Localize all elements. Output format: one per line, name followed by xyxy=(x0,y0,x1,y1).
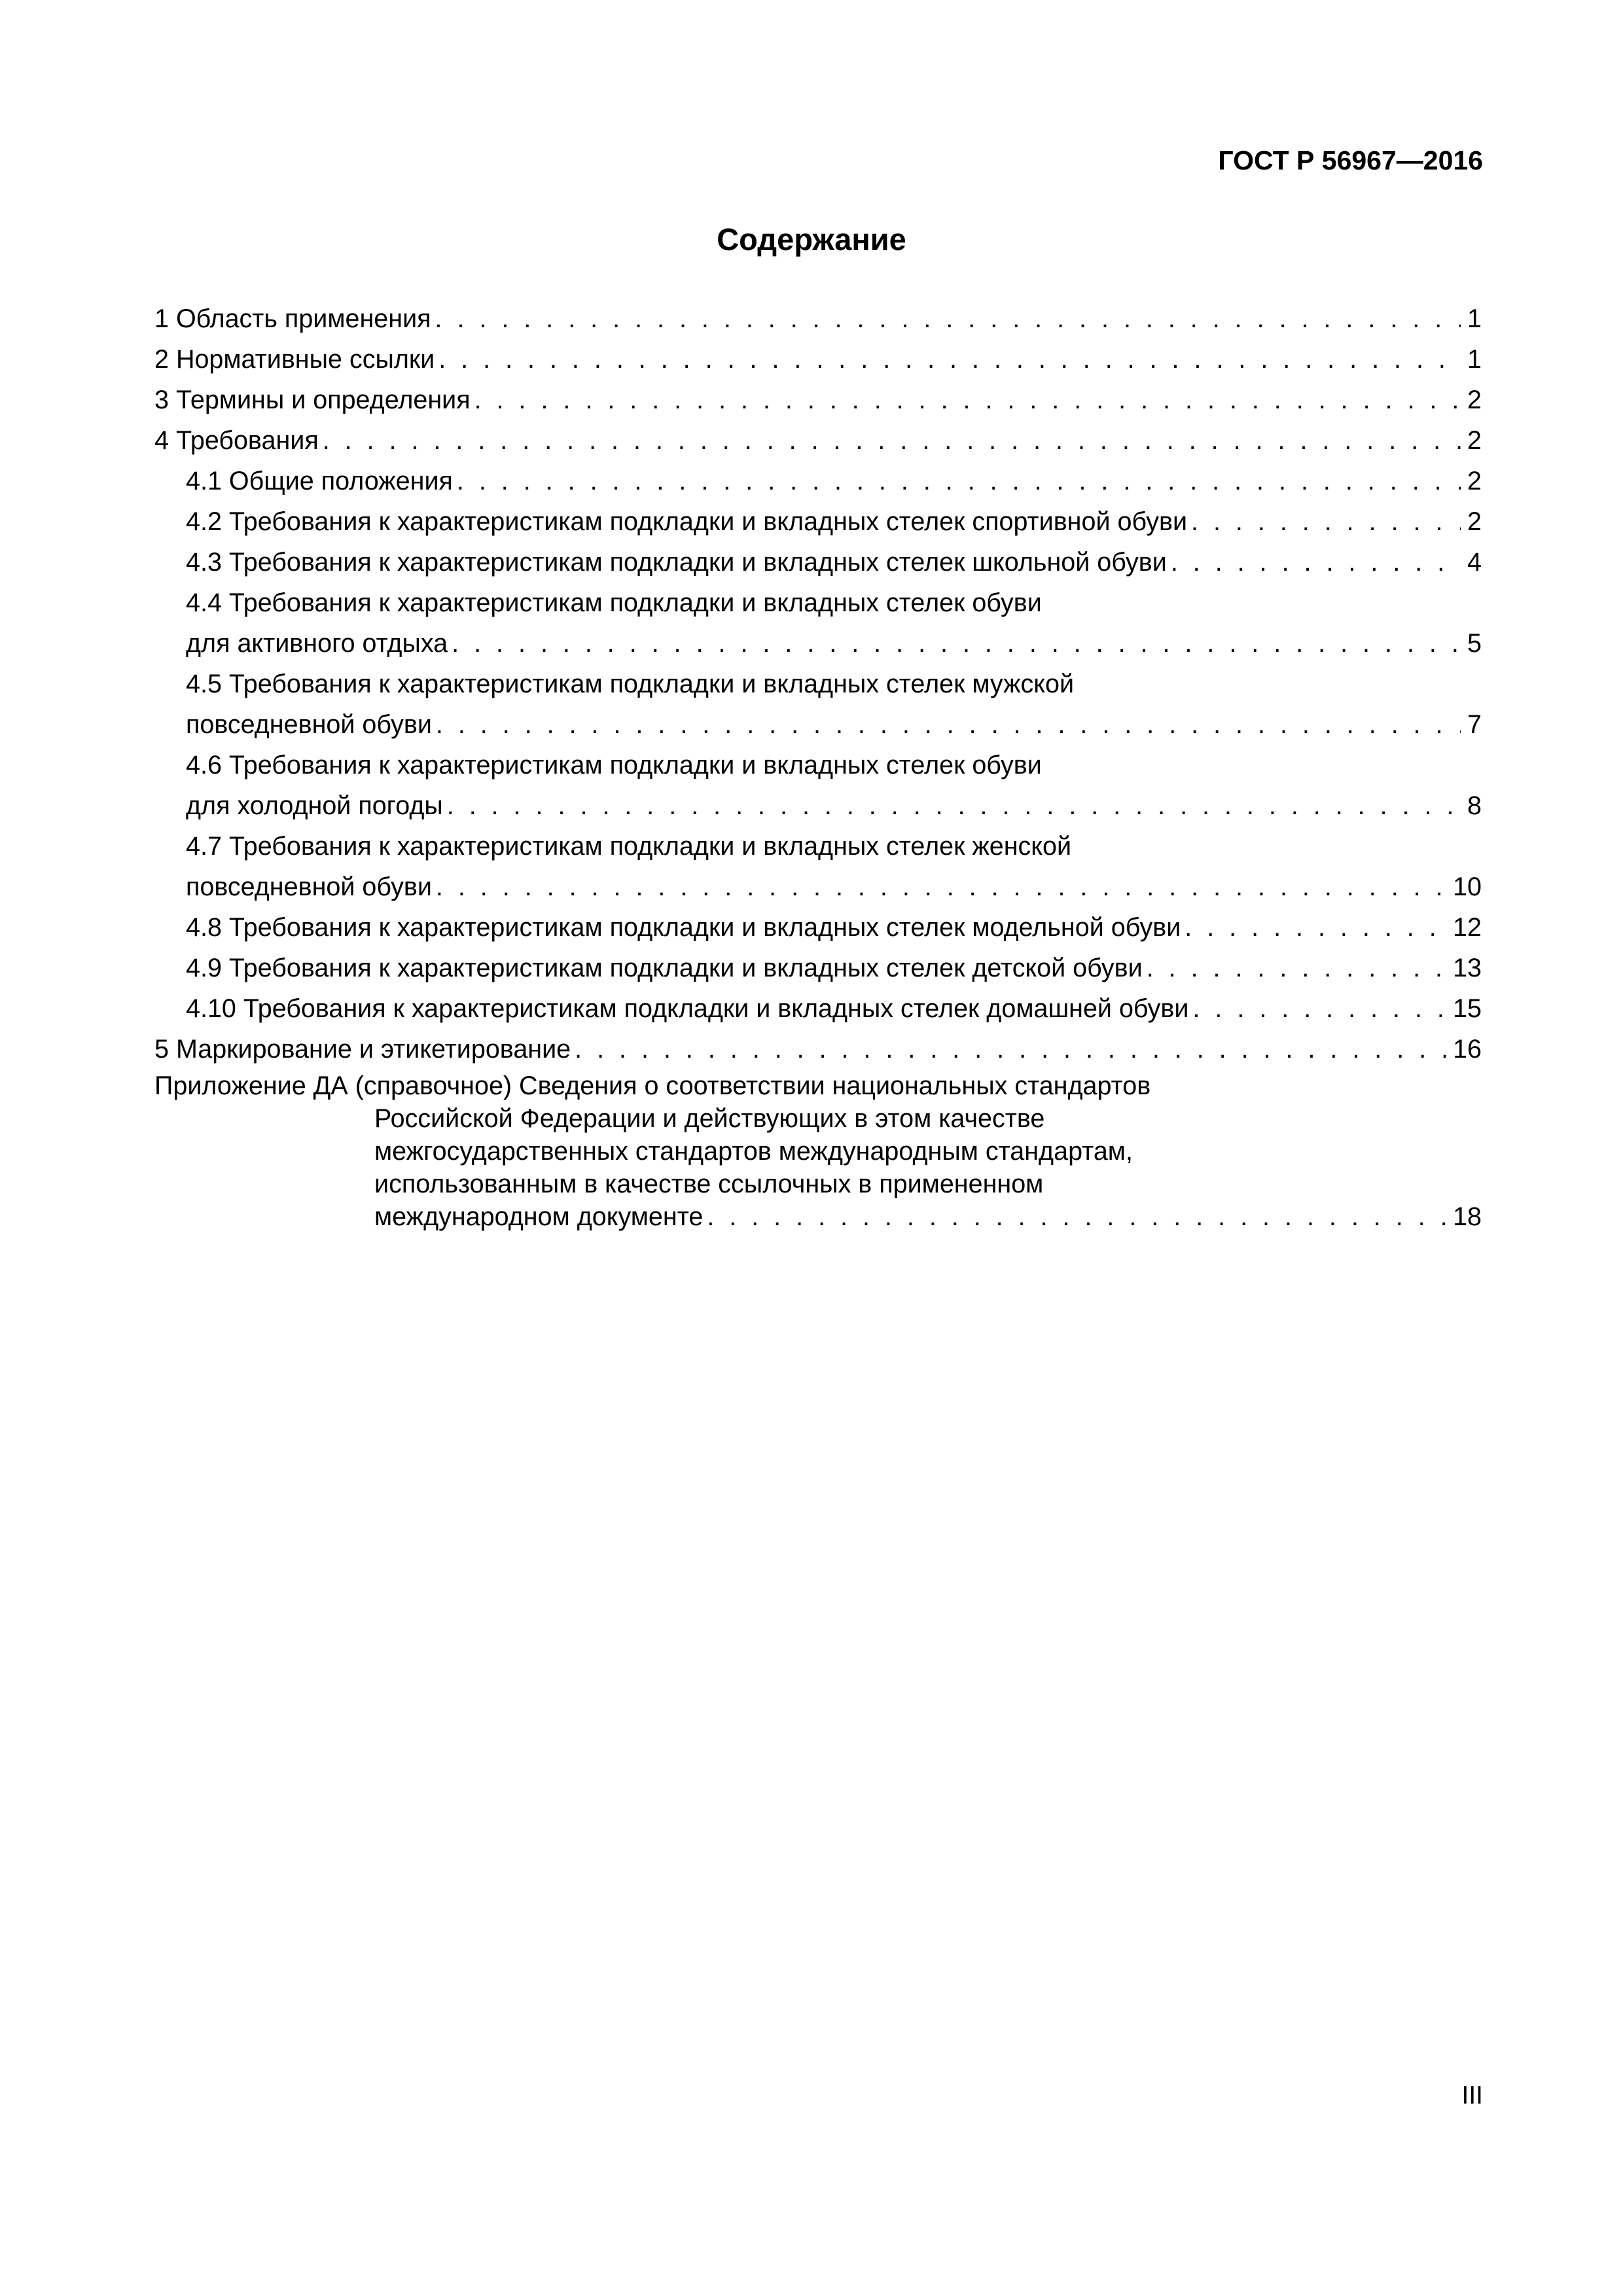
toc-entry-title-line: 4.6 Требования к характеристикам подкладки и вкладных стелек обуви xyxy=(186,751,1042,780)
toc-entry-page: 18 xyxy=(1453,1202,1482,1231)
toc-entry-appendix-da[interactable] xyxy=(154,1069,1482,1233)
toc-entry-page: 12 xyxy=(1453,913,1482,942)
toc-entry-4-9[interactable] xyxy=(154,948,1482,988)
dot-leader xyxy=(1147,948,1449,988)
toc-entry-title: 5 Маркирование и этикетирование xyxy=(154,1035,571,1064)
toc-entry-title: 4.8 Требования к характеристикам подкладки и вкладных стелек модельной обуви xyxy=(186,913,1181,942)
dot-leader xyxy=(436,704,1461,745)
toc-entry-title: 4.9 Требования к характеристикам подкладки и вкладных стелек детской обуви xyxy=(186,954,1143,982)
dot-leader xyxy=(435,298,1461,339)
toc-entry-page: 13 xyxy=(1453,954,1482,982)
appendix-title-line: межгосударственных стандартов международным стандартам, xyxy=(374,1137,1133,1166)
toc-entry-4-10[interactable] xyxy=(154,988,1482,1029)
appendix-title-line: международном документе xyxy=(374,1202,704,1231)
toc-entry-3[interactable] xyxy=(154,380,1482,420)
toc-entry-title: для холодной погоды xyxy=(186,791,443,820)
toc-entry-page: 2 xyxy=(1467,426,1482,455)
toc-entry-title: повседневной обуви xyxy=(186,872,432,901)
toc-title: Содержание xyxy=(717,222,906,257)
toc-entry-4-6[interactable] xyxy=(154,745,1482,826)
toc-entry-4-3[interactable] xyxy=(154,542,1482,583)
toc-entry-title: 4.10 Требования к характеристикам подкладки и вкладных стелек домашней обуви xyxy=(186,994,1189,1023)
toc-entry-page: 5 xyxy=(1467,629,1482,658)
toc-entry-1[interactable] xyxy=(154,298,1482,339)
toc-entry-page: 2 xyxy=(1467,467,1482,495)
dot-leader xyxy=(1192,988,1449,1029)
toc-entry-title-line: 4.4 Требования к характеристикам подкладки и вкладных стелек обуви xyxy=(186,588,1042,617)
table-of-contents xyxy=(154,298,1482,1233)
toc-entry-page: 2 xyxy=(1467,386,1482,414)
toc-entry-page: 2 xyxy=(1467,507,1482,536)
toc-entry-page: 16 xyxy=(1453,1035,1482,1064)
dot-leader xyxy=(1171,542,1461,583)
toc-entry-title-line: 4.7 Требования к характеристикам подкладки и вкладных стелек женской xyxy=(186,832,1072,861)
toc-entry-title-line: 4.5 Требования к характеристикам подкладки и вкладных стелек мужской xyxy=(186,670,1075,698)
dot-leader xyxy=(1191,501,1461,542)
dot-leader xyxy=(438,339,1461,380)
appendix-title-line: использованным в качестве ссылочных в примененном xyxy=(374,1170,1044,1198)
toc-entry-title: для активного отдыха xyxy=(186,629,448,658)
toc-entry-title: 2 Нормативные ссылки xyxy=(154,345,435,374)
toc-entry-4-8[interactable] xyxy=(154,907,1482,948)
toc-entry-page: 15 xyxy=(1453,994,1482,1023)
page-number: III xyxy=(1461,2081,1483,2109)
toc-entry-title: 4.3 Требования к характеристикам подкладки и вкладных стелек школьной обуви xyxy=(186,548,1167,577)
toc-entry-4[interactable] xyxy=(154,420,1482,461)
dot-leader xyxy=(447,785,1461,826)
toc-entry-title: 4.1 Общие положения xyxy=(186,467,453,495)
toc-entry-4-5[interactable] xyxy=(154,664,1482,745)
dot-leader xyxy=(457,461,1461,501)
toc-entry-page: 1 xyxy=(1467,345,1482,374)
dot-leader xyxy=(436,867,1449,907)
toc-entry-4-2[interactable] xyxy=(154,501,1482,542)
toc-entry-5[interactable] xyxy=(154,1029,1482,1069)
toc-entry-page: 10 xyxy=(1453,872,1482,901)
toc-entry-page: 7 xyxy=(1467,710,1482,739)
dot-leader xyxy=(575,1029,1449,1069)
document-code: ГОСТ Р 56967—2016 xyxy=(1218,145,1483,175)
appendix-title-line: Приложение ДА (справочное) Сведения о соответствии национальных стандартов xyxy=(154,1071,1151,1100)
dot-leader xyxy=(452,623,1461,664)
toc-entry-page: 8 xyxy=(1467,791,1482,820)
toc-entry-4-1[interactable] xyxy=(154,461,1482,501)
toc-entry-title: повседневной обуви xyxy=(186,710,432,739)
toc-entry-title: 3 Термины и определения xyxy=(154,386,471,414)
dot-leader xyxy=(474,380,1461,420)
dot-leader xyxy=(707,1200,1449,1233)
toc-entry-title: 1 Область применения xyxy=(154,304,431,333)
toc-entry-title: 4.2 Требования к характеристикам подкладки и вкладных стелек спортивной обуви xyxy=(186,507,1188,536)
toc-entry-4-7[interactable] xyxy=(154,826,1482,907)
dot-leader xyxy=(1185,907,1449,948)
dot-leader xyxy=(323,420,1461,461)
toc-entry-title: 4 Требования xyxy=(154,426,319,455)
toc-entry-page: 4 xyxy=(1467,548,1482,577)
toc-entry-page: 1 xyxy=(1467,304,1482,333)
appendix-title-line: Российской Федерации и действующих в этом качестве xyxy=(374,1104,1045,1133)
toc-entry-2[interactable] xyxy=(154,339,1482,380)
toc-entry-4-4[interactable] xyxy=(154,583,1482,664)
